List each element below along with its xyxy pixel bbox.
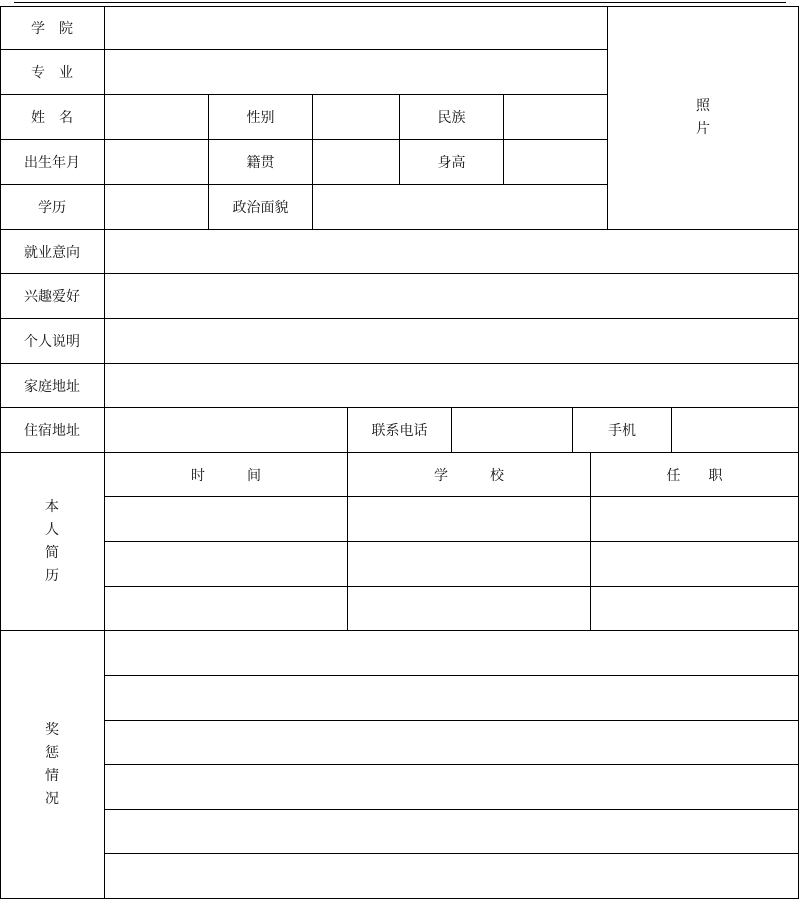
label-hobbies: 兴趣爱好 [0, 274, 105, 319]
label-name: 姓 名 [0, 95, 105, 140]
field-native-place[interactable] [313, 140, 400, 185]
field-major[interactable] [105, 50, 608, 95]
label-home-address: 家庭地址 [0, 364, 105, 408]
label-height: 身高 [400, 140, 504, 185]
field-hobbies[interactable] [105, 274, 799, 319]
resume-cell-school[interactable] [348, 587, 591, 631]
resume-cell-time[interactable] [105, 542, 348, 587]
resume-cell-school[interactable] [348, 542, 591, 587]
photo-box[interactable]: 照 片 [608, 6, 799, 230]
resume-header-position: 任 职 [591, 453, 799, 497]
label-personal-statement: 个人说明 [0, 319, 105, 364]
awards-line[interactable] [105, 676, 799, 721]
resume-cell-position[interactable] [591, 497, 799, 542]
field-gender[interactable] [313, 95, 400, 140]
field-political-status[interactable] [313, 185, 608, 230]
awards-line[interactable] [105, 631, 799, 676]
field-mobile[interactable] [672, 408, 799, 453]
awards-line[interactable] [105, 765, 799, 810]
label-major: 专 业 [0, 50, 105, 95]
resume-cell-position[interactable] [591, 542, 799, 587]
field-college[interactable] [105, 6, 608, 50]
label-gender: 性别 [209, 95, 313, 140]
label-birth: 出生年月 [0, 140, 105, 185]
field-height[interactable] [504, 140, 608, 185]
field-birth[interactable] [105, 140, 209, 185]
resume-header-school: 学 校 [348, 453, 591, 497]
label-native-place: 籍贯 [209, 140, 313, 185]
resume-cell-school[interactable] [348, 497, 591, 542]
resume-cell-position[interactable] [591, 587, 799, 631]
resume-cell-time[interactable] [105, 587, 348, 631]
field-ethnicity[interactable] [504, 95, 608, 140]
awards-line[interactable] [105, 854, 799, 899]
label-education: 学历 [0, 185, 105, 230]
label-ethnicity: 民族 [400, 95, 504, 140]
field-home-address[interactable] [105, 364, 799, 408]
field-job-intention[interactable] [105, 230, 799, 274]
field-personal-statement[interactable] [105, 319, 799, 364]
field-education[interactable] [105, 185, 209, 230]
top-rule [14, 2, 786, 3]
label-contact-phone: 联系电话 [348, 408, 452, 453]
label-mobile: 手机 [573, 408, 672, 453]
label-political-status: 政治面貌 [209, 185, 313, 230]
label-resume: 本 人 简 历 [0, 453, 105, 631]
field-name[interactable] [105, 95, 209, 140]
resume-cell-time[interactable] [105, 497, 348, 542]
field-dorm-address[interactable] [105, 408, 348, 453]
label-job-intention: 就业意向 [0, 230, 105, 274]
awards-line[interactable] [105, 721, 799, 765]
resume-header-time: 时 间 [105, 453, 348, 497]
awards-line[interactable] [105, 810, 799, 854]
label-dorm-address: 住宿地址 [0, 408, 105, 453]
label-college: 学 院 [0, 6, 105, 50]
field-contact-phone[interactable] [452, 408, 573, 453]
label-awards: 奖 惩 情 况 [0, 631, 105, 899]
